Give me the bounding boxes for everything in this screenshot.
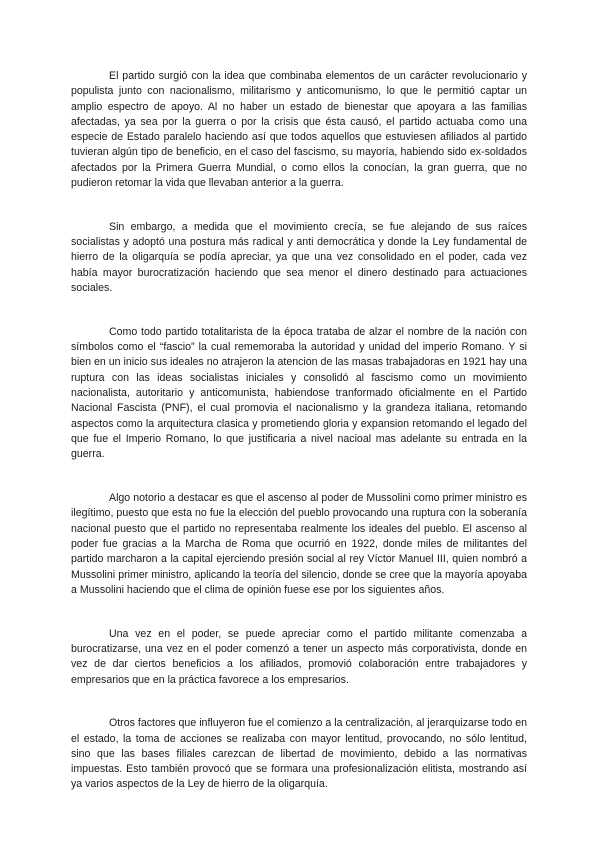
document-body — [71, 69, 527, 793]
paragraph-6: Otros factores que influyeron fue el comienzo a la centralización, al jerarquizarse todo en el estado, la toma de acciones se realizaba con mayor lentitud, provocando, no sólo lentitud, sino que las bases filiales carezcan de libertad de movimiento, debido a las normativas impuestas. Esto también provocó que se formara una profesionalización elitista, mostrando así ya varios aspectos de la Ley de hierro de la oligarquía. — [71, 717, 527, 791]
paragraph-1: El partido surgió con la idea que combinaba elementos de un carácter revolucionario y populista junto con nacionalismo, militarismo y anticomunismo, lo que le permitió captar un amplio espectro de apoyo. Al no haber un estado de bienestar que apoyara a las familias afectadas, ya sea por la guerra o por la crisis que ésta causó, el partido actuaba como una especie de Estado paralelo haciendo así que todos aquellos que estuviesen afiliados al partido tuvieran algún tipo de beneficio, en el caso del fascismo, su mayoría, habiendo sido ex-soldados afectados por la Primera Guerra Mundial, o como ellos la conocían, la gran guerra, que no pudieron retomar la vida que llevaban anterior a la guerra. — [71, 70, 527, 190]
paragraph-2: Sin embargo, a medida que el movimiento crecía, se fue alejando de sus raíces socialistas y adoptó una postura más radical y anti democrática y donde la Ley fundamental de hierro de la oligarquía se podía apreciar, ya que una vez consolidado en el poder, cada vez había mayor burocratización haciendo que sea menor el dinero destinado para actuaciones sociales. — [71, 220, 527, 295]
paragraph-3: Como todo partido totalitarista de la época trataba de alzar el nombre de la nación con símbolos como el “fascio” la cual rememoraba la autoridad y unidad del imperio Romano. Y si bien en un inicio sus ideales no atrajeron la atencion de las masas trabajadoras en 1921 hay una ruptura con las ideas socialistas iniciales y consolidó al fascismo como un movimiento nacionalista, autoritario y anticomunista, habiendose tranformado oficialmente en el Partido Nacional Fascista (PNF), el cual promovia el nacionalismo y la grandeza italiana, retomando aspectos como la arquitectura clasica y prometiendo gloria y expansion retomando el legado del que fue el Imperio Romano, lo que justificaria a nivel nacioal mas adelante su entrada en la guerra. — [71, 325, 527, 461]
paragraph-4: Algo notorio a destacar es que el ascenso al poder de Mussolini como primer ministro es ilegítimo, puesto que esta no fue la elección del pueblo provocando una ruptura con la soberanía nacional puesto que el partido no representaba realmente los ideales del pueblo. El ascenso al poder fue gracias a la Marcha de Roma que ocurrió en 1922, donde miles de militantes del partido marcharon a la capital ejerciendo presión social al rey Víctor Manuel III, quien nombró a Mussolini primer ministro, aplicando la teoría del silencio, donde se cree que la mayoría apoyaba a Mussolini haciendo que el clima de opinión fuese ese por los siguientes años. — [71, 492, 527, 596]
paragraph-5: Una vez en el poder, se puede apreciar como el partido militante comenzaba a burocratizarse, una vez en el poder comenzó a tener un aspecto más corporativista, donde en vez de dar ciertos beneficios a los afiliados, promovió colaboración entre trabajadores y empresarios que en la práctica favorece a los empresarios. — [71, 627, 527, 686]
